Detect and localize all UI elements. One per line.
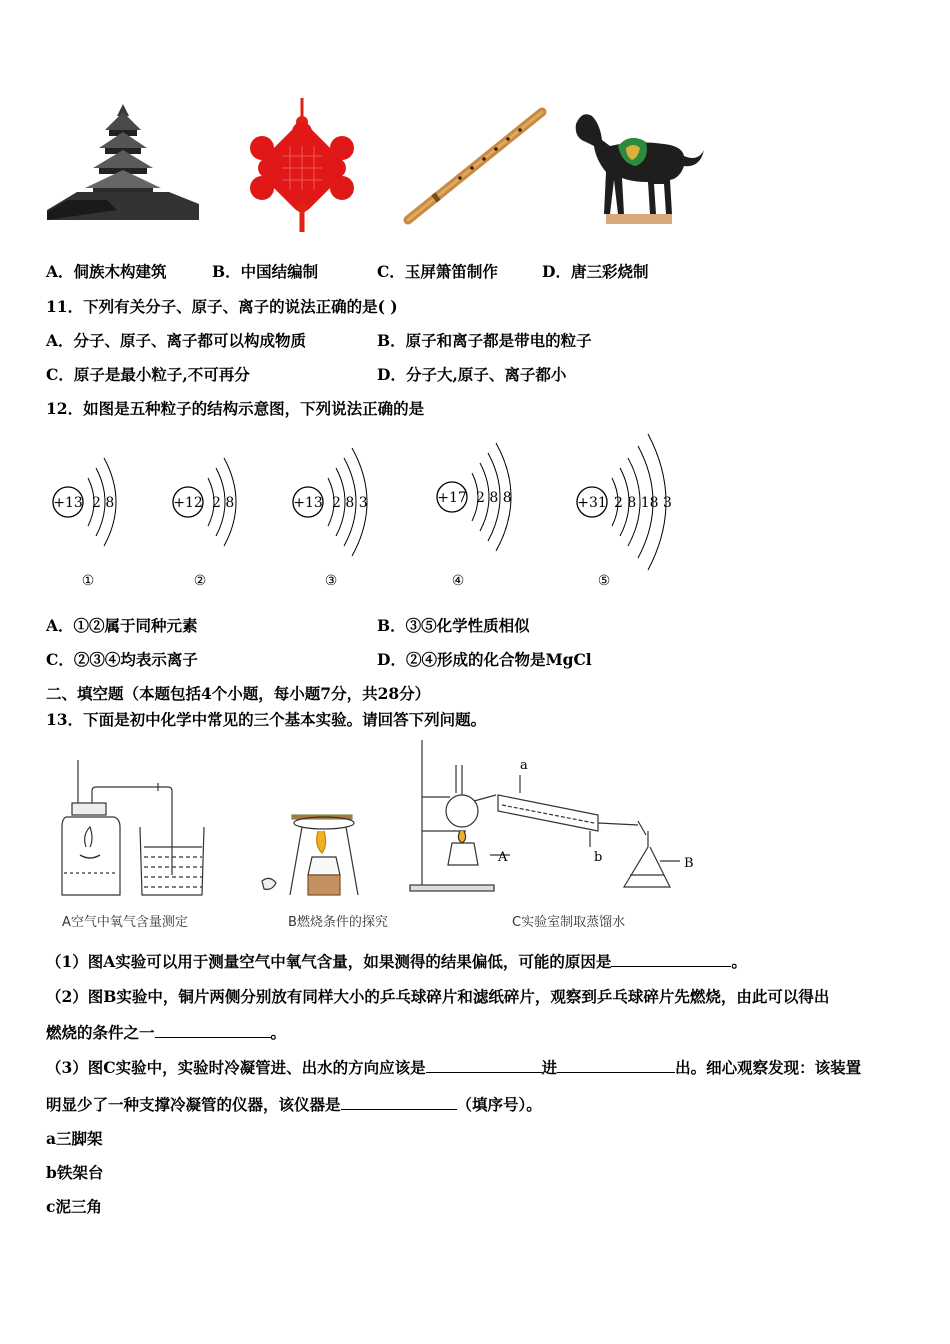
q10-option-c: C．玉屏箫笛制作 <box>377 262 498 281</box>
answer-blank-2[interactable] <box>155 1023 271 1038</box>
bamboo-flute-image <box>400 104 550 226</box>
particle-5-nucleus: +31 <box>577 495 607 511</box>
apparatus-a <box>62 760 204 895</box>
particle-structure-diagrams <box>40 430 720 600</box>
q13-part3-out: 出。细心观察发现：该装置 <box>675 1058 862 1077</box>
answer-blank-3-in[interactable] <box>426 1058 542 1073</box>
q13-part3-end: （填序号）。 <box>456 1095 542 1114</box>
choice-b: b铁架台 <box>46 1163 104 1182</box>
q10-option-b: B．中国结编制 <box>212 262 319 281</box>
particle-2-shells: 2 8 <box>212 495 235 511</box>
particle-4-shells: 2 8 8 <box>476 490 512 506</box>
label-A-asbestos: A <box>498 850 508 865</box>
q10-option-a: A．侗族木构建筑 <box>46 262 167 281</box>
particle-4-diagram <box>437 443 512 589</box>
q10-option-d: D．唐三彩烧制 <box>542 262 649 281</box>
particle-5-diagram <box>577 434 672 589</box>
q12-stem: 12．如图是五种粒子的结构示意图，下列说法正确的是 <box>46 399 425 418</box>
label-a-inlet: a <box>520 758 528 773</box>
q12-option-a: A．①②属于同种元素 <box>46 616 198 635</box>
q13-part3-in: 进 <box>541 1058 558 1077</box>
particle-3-nucleus: +13 <box>293 495 323 511</box>
q13-part1-end: 。 <box>731 952 747 971</box>
chinese-knot-image <box>238 96 366 232</box>
particle-2-index: ② <box>193 573 207 589</box>
answer-blank-3-out[interactable] <box>557 1058 675 1073</box>
q13-part3-cont <box>46 1093 542 1115</box>
particle-5-index: ⑤ <box>597 573 611 589</box>
q13-part3-text2: 明显少了一种支撑冷凝管的仪器，该仪器是 <box>46 1095 341 1114</box>
answer-blank-4[interactable] <box>341 1095 457 1110</box>
q13-part3 <box>46 1056 861 1078</box>
answer-blank-1[interactable] <box>611 952 731 967</box>
experiment-apparatus-diagram <box>50 735 730 905</box>
tang-sancai-horse-image <box>566 106 706 226</box>
particle-5-shells: 2 8 18 3 <box>614 495 672 511</box>
q13-part3-text: （3）图C实验中，实验时冷凝管进、出水的方向应该是 <box>46 1058 426 1077</box>
particle-4-nucleus: +17 <box>437 490 467 506</box>
label-B-flask: B <box>684 856 694 871</box>
q12-option-b: B．③⑤化学性质相似 <box>377 616 530 635</box>
q12-option-d: D．②④形成的化合物是MgCl <box>377 650 592 669</box>
choice-c: c泥三角 <box>46 1197 102 1216</box>
caption-a: A空气中氧气含量测定 <box>62 915 188 930</box>
q13-part2-end: 。 <box>270 1023 287 1042</box>
particle-1-diagram <box>53 458 116 589</box>
q13-part2-text: 燃烧的条件之一 <box>46 1023 155 1042</box>
q11-option-b: B．原子和离子都是带电的粒子 <box>377 331 592 350</box>
particle-1-shells: 2 8 <box>92 495 115 511</box>
q11-option-c: C．原子是最小粒子,不可再分 <box>46 365 250 384</box>
drum-tower-image <box>47 100 199 220</box>
particle-3-shells: 2 8 3 <box>332 495 368 511</box>
apparatus-b <box>262 815 358 895</box>
label-b-outlet: b <box>594 850 603 865</box>
q11-option-d: D．分子大,原子、离子都小 <box>377 365 567 384</box>
q12-option-c: C．②③④均表示离子 <box>46 650 198 669</box>
particle-2-nucleus: +12 <box>173 495 203 511</box>
q13-part2: （2）图B实验中，铜片两侧分别放有同样大小的乒乓球碎片和滤纸碎片，观察到乒乓球碎片先燃烧，由此可以得出 <box>46 987 830 1006</box>
particle-1-nucleus: +13 <box>53 495 83 511</box>
caption-c: C实验室制取蒸馏水 <box>512 915 626 930</box>
particle-4-index: ④ <box>451 573 465 589</box>
q13-part1-text: （1）图A实验可以用于测量空气中氧气含量，如果测得的结果偏低，可能的原因是 <box>46 952 612 971</box>
q13-stem: 13．下面是初中化学中常见的三个基本实验。请回答下列问题。 <box>46 710 487 729</box>
particle-2-diagram <box>173 458 236 589</box>
particle-1-index: ① <box>81 573 95 589</box>
choice-a: a三脚架 <box>46 1129 103 1148</box>
apparatus-c <box>410 740 680 891</box>
q11-option-a: A．分子、原子、离子都可以构成物质 <box>46 331 307 350</box>
q13-part1 <box>46 950 747 972</box>
particle-3-diagram <box>293 448 368 589</box>
particle-3-index: ③ <box>324 573 338 589</box>
q13-part2-cont <box>46 1021 286 1043</box>
caption-b: B燃烧条件的探究 <box>288 915 388 930</box>
q11-stem: 11．下列有关分子、原子、离子的说法正确的是( ) <box>46 297 398 316</box>
section-2-heading: 二、填空题（本题包括4个小题，每小题7分，共28分） <box>46 684 431 703</box>
